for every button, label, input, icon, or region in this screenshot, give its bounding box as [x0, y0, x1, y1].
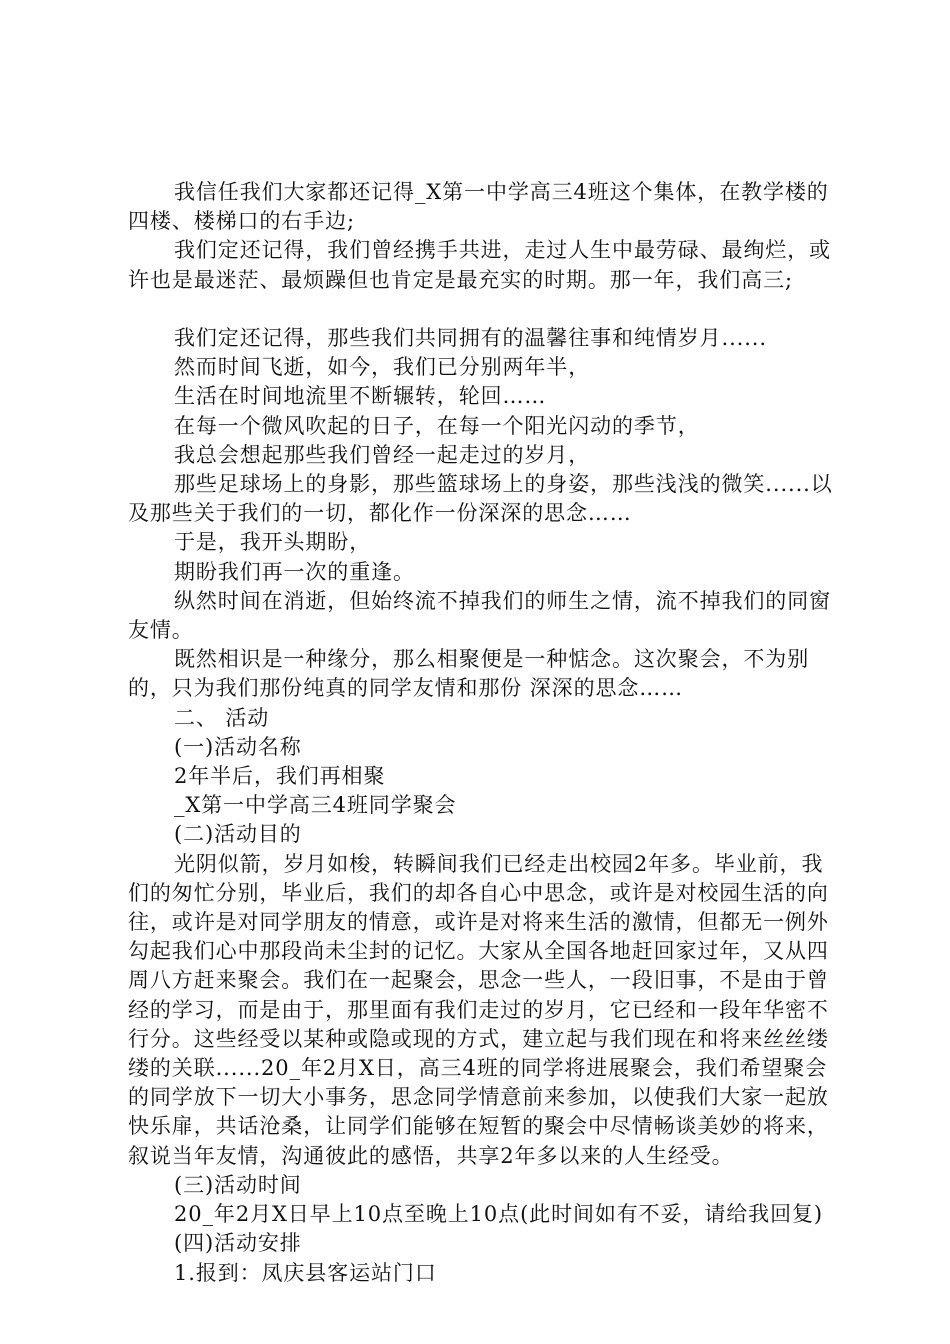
paragraph: 我们定还记得，那些我们共同拥有的温馨往事和纯情岁月......	[174, 326, 767, 350]
paragraph: 生活在时间地流里不断辗转，轮回……	[174, 384, 547, 409]
paragraph: 我们定还记得，我们曾经携手共进，走过人生中最劳碌、最绚烂，或许也是最迷茫、最烦躁但也肯定是最充实的时期。那一年，我们高三;	[128, 238, 831, 292]
paragraph: 那些足球场上的身影，那些篮球场上的身姿，那些浅浅的微笑......以及那些关于我们的一切，都化作一份深深的思念……	[128, 472, 833, 526]
paragraph: 2年半后，我们再相聚	[174, 764, 386, 789]
subsection-heading: (四)活动安排	[174, 1231, 302, 1256]
paragraph: 光阴似箭，岁月如梭，转瞬间我们已经走出校园2年多。毕业前，我们的匆忙分别，毕业后，我们的却各自心中思念，或许是对校园生活的向往，或许是对同学朋友的情意，或许是对将来生活的激情，但都无一例外勾起我们心中那段尚未尘封的记忆。大家从全国各地赶回家过年，又从四周八方赶来聚会。我们在一起聚会，思念一些人，一段旧事，不是由于曾经的学习，而是由于，那里面有我们走过的岁月，它已经和一段年华密不行分。这些经受以某种或隐或现的方式，建立起与我们现在和将来丝丝缕缕的关联......20_年2月X日，高三4班的同学将进展聚会，我们希望聚会的同学放下一切大小事务，思念同学情意前来参加，以使我们大家一起放快乐扉，共话沧桑，让同学们能够在短暂的聚会中尽情畅谈美妙的将来，叙说当年友情，沟通彼此的感悟，共享2年多以来的人生经受。	[128, 851, 829, 1168]
blank-line	[128, 295, 840, 324]
paragraph: 1.报到：凤庆县客运站门口	[174, 1260, 437, 1285]
subsection-heading: (一)活动名称	[174, 734, 302, 759]
subsection-heading: (三)活动时间	[174, 1172, 302, 1197]
paragraph: 于是，我开头期盼，	[174, 530, 372, 555]
subsection-heading: (二)活动目的	[174, 822, 302, 847]
paragraph: 然而时间飞逝，如今，我们已分别两年半，	[174, 355, 591, 380]
paragraph: 既然相识是一种缘分，那么相聚便是一种惦念。这次聚会，不为别的，只为我们那份纯真的同学友情和那份 深深的思念……	[128, 647, 810, 701]
document-body	[128, 178, 840, 1288]
paragraph: _X第一中学高三4班同学聚会	[174, 793, 457, 818]
paragraph: 我总会想起那些我们曾经一起走过的岁月，	[174, 442, 591, 467]
paragraph: 期盼我们再一次的重逢。	[174, 559, 415, 584]
paragraph: 纵然时间在消逝，但始终流不掉我们的师生之情，流不掉我们的同窗友情。	[128, 588, 831, 643]
paragraph: 在每一个微风吹起的日子，在每一个阳光闪动的季节，	[174, 413, 700, 438]
paragraph: 我信任我们大家都还记得_X第一中学高三4班这个集体，在教学楼的四楼、楼梯口的右手边;	[128, 180, 829, 234]
section-heading: 二、 活动	[174, 705, 270, 730]
paragraph: 20_年2月X日早上10点至晚上10点(此时间如有不妥，请给我回复)	[174, 1202, 823, 1227]
